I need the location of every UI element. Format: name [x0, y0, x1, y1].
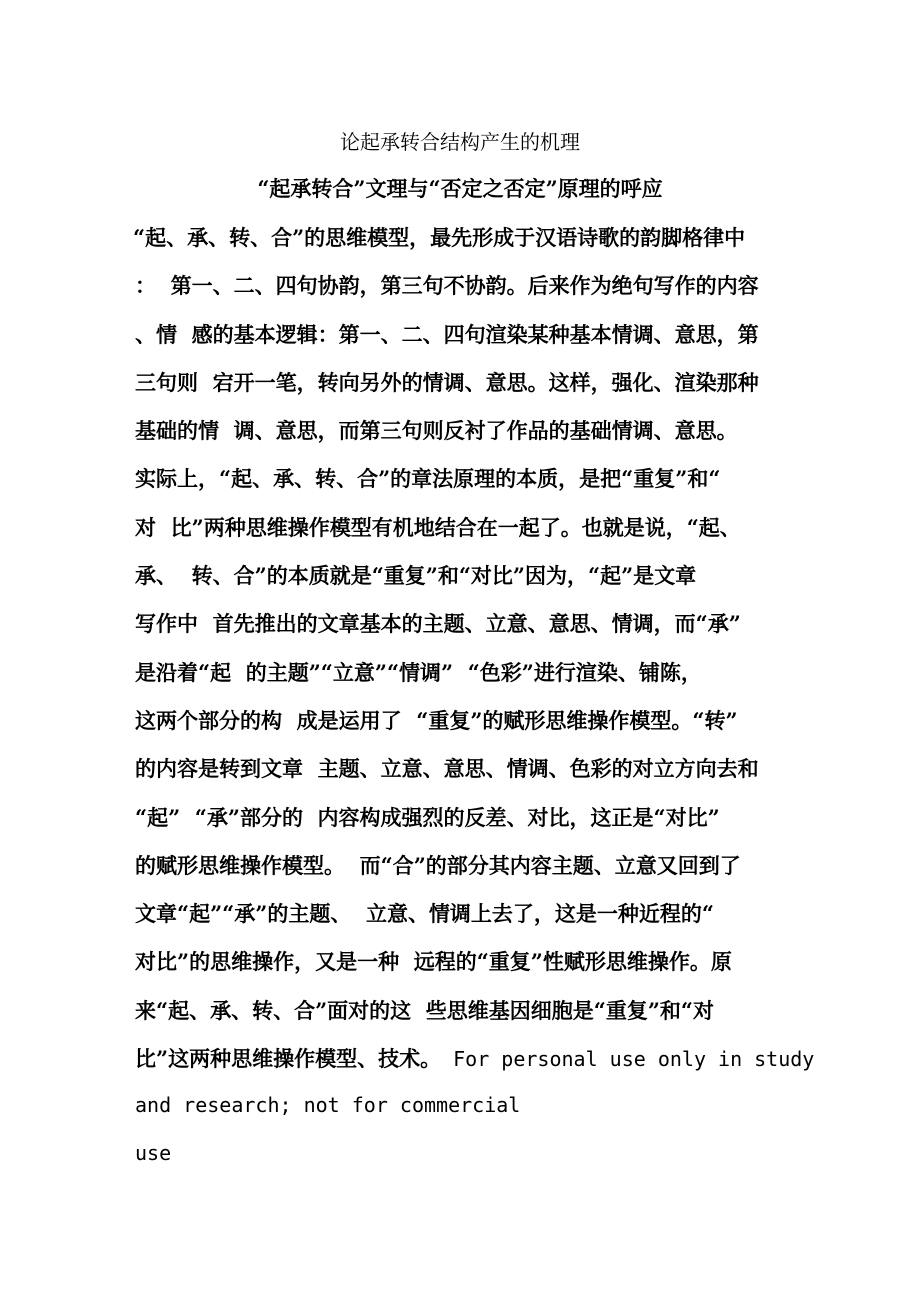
body-line-last: [135, 1043, 815, 1091]
body-line: 基础的情 调、意思，而第三句则反衬了作品的基础情调、意思。: [135, 418, 738, 444]
body-line: “起” “承”部分的 内容构成强烈的反差、对比，这正是“对比”: [135, 804, 720, 830]
footer-line: and research; not for commercial: [135, 1093, 521, 1117]
body-text: [135, 222, 815, 1091]
body-line: 、情 感的基本逻辑：第一、二、四句渲染某种基本情调、意思，第: [135, 321, 759, 347]
body-line: 是沿着“起 的主题”“立意”“情调” “色彩”进行渲染、铺陈，: [135, 659, 702, 685]
body-line: ： 第一、二、四句协韵，第三句不协韵。后来作为绝句写作的内容: [135, 273, 759, 299]
body-line: 这两个部分的构 成是运用了 “重复”的赋形思维操作模型。“转”: [135, 707, 738, 733]
document-title: 论起承转合结构产生的机理: [340, 130, 580, 154]
document-subtitle: “起承转合”文理与“否定之否定”原理的呼应: [257, 176, 663, 201]
body-line: 对比”的思维操作，又是一种 远程的“重复”性赋形思维操作。原: [135, 949, 732, 975]
body-line: 实际上，“起、承、转、合”的章法原理的本质，是把“重复”和“: [135, 466, 721, 492]
body-line: 对 比”两种思维操作模型有机地结合在一起了。也就是说，“起、: [135, 514, 741, 540]
body-line: 来“起、承、转、合”面对的这 些思维基因细胞是“重复”和“对: [135, 997, 715, 1023]
last-line-cjk: 比”这两种思维操作模型、技术。: [135, 1046, 442, 1072]
body-line: 承、 转、合”的本质就是“重复”和“对比”因为，“起”是文章: [135, 563, 697, 589]
last-line-english: For personal use only in study: [441, 1047, 815, 1072]
body-line: 的赋形思维操作模型。 而“合”的部分其内容主题、立意又回到了: [135, 852, 741, 878]
body-line: 文章“起”“承”的主题、 立意、情调上去了，这是一种近程的“: [135, 901, 715, 927]
body-line: 的内容是转到文章 主题、立意、意思、情调、色彩的对立方向去和: [135, 756, 759, 782]
body-line: 三句则 宕开一笔，转向另外的情调、意思。这样，强化、渲染那种: [135, 369, 759, 395]
body-line: “起、承、转、合”的思维模型，最先形成于汉语诗歌的韵脚格律中: [133, 225, 746, 250]
body-line: 写作中 首先推出的文章基本的主题、立意、意思、情调，而“承”: [135, 611, 741, 637]
footer-line: use: [135, 1141, 172, 1165]
